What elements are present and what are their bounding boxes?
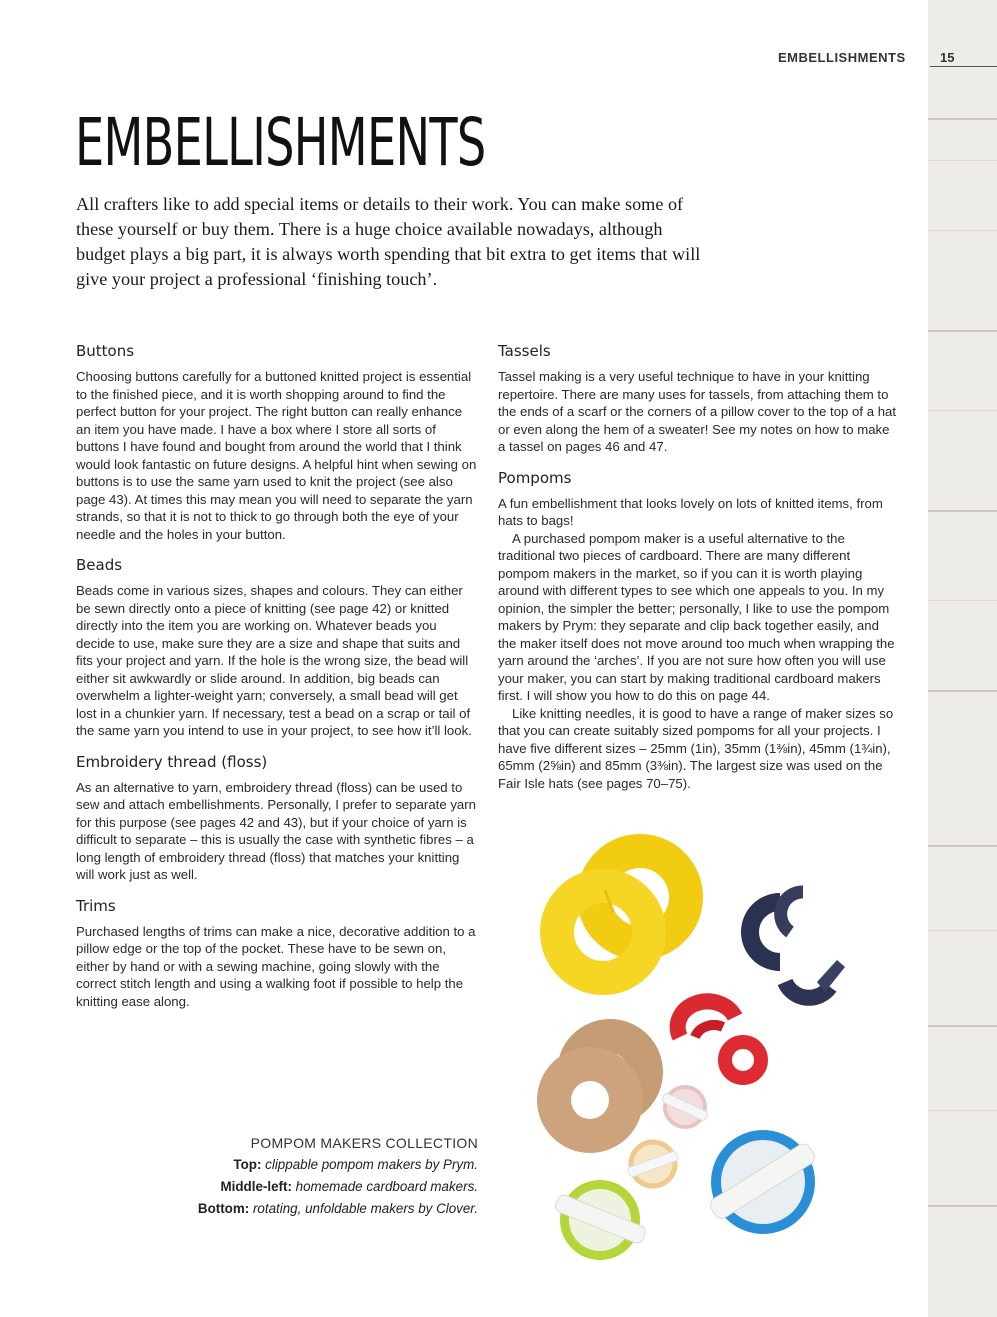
- caption-text: clippable pompom makers by Prym.: [265, 1157, 478, 1172]
- section-trims: [76, 895, 478, 1011]
- caption-label: Middle-left:: [220, 1179, 292, 1194]
- page-title: EMBELLISHMENTS: [75, 104, 486, 181]
- section-heading: Trims: [76, 896, 116, 915]
- wood-board-seam: [928, 510, 997, 512]
- section-heading: Pompoms: [498, 468, 572, 487]
- section-tassels: [498, 340, 900, 456]
- wood-grain: [928, 600, 997, 601]
- wood-grain: [928, 930, 997, 931]
- caption-text: homemade cardboard makers.: [295, 1179, 478, 1194]
- red-pompom-maker: [678, 1001, 761, 1078]
- clover-pompom-maker-blue: [707, 1130, 817, 1234]
- section-beads: [76, 554, 478, 740]
- running-header-title: EMBELLISHMENTS: [778, 50, 906, 65]
- wood-board-seam: [928, 118, 997, 120]
- photo-caption: [150, 1132, 478, 1220]
- wood-board-seam: [928, 1205, 997, 1207]
- section-body: Choosing buttons carefully for a buttoned knitted project is essential to the finished piece, and it is worth shopping around to find the perfect button for your project. The right button can really enhance an item you have made. I have a box where I store all sorts of buttons I have found and bought from around the world that I think would look fantastic on future designs. A helpful hint when sewing on buttons is to use the same yarn used to knit the project (see also page 43). At times this may mean you will need to separate the yarn strands, so that it is not to thick to go through both the eye of your needle and the holes in your button.: [76, 369, 477, 542]
- wood-board-seam: [928, 1025, 997, 1027]
- wood-grain: [928, 160, 997, 161]
- section-heading: Beads: [76, 556, 123, 574]
- section-body: Like knitting needles, it is good to have a range of maker sizes so that you can create suitably sized pompoms for all your projects. I have five different sizes – 25mm (1in), 35mm (1⅜in), 45mm (1¾in), 65mm (2⅝in) and 85mm (3⅜in). The largest size was used on the Fair Isle hats (see pages 70–75).: [498, 705, 894, 791]
- caption-title: POMPOM MAKERS COLLECTION: [250, 1135, 478, 1151]
- section-body: Beads come in various sizes, shapes and colours. They can either be sewn directly onto a piece of knitting (see page 42) or knitted directly into the item you are working on. Whatever beads you decide to use, make sure they are a size and shape that suits and fits your project and yarn. If the hole is the wrong size, the bead will either sit awkwardly or slide around. In addition, big beads can overwhelm a lighter-weight yarn; conversely, a small bead will get lost in a chunkier yarn. If necessary, test a bead on a scrap or tail of the same yarn you intend to use in your project, to see how it’ll look.: [76, 583, 472, 738]
- section-pompoms: [498, 467, 900, 793]
- section-body: A purchased pompom maker is a useful alternative to the traditional two pieces of cardboard. There are many different pompom makers in the market, so if you can it is worth playing around with different types to see which one appeals to you. In my opinion, the simpler the better; personally, I like to use the pompom makers by Prym: they separate and clip back together easily, and the maker itself does not move around too much when wrapping the yarn around the ‘arches’. If you are not sure how often you will use your maker, you can start by making traditional cardboard makers first. I will show you how to do this on page 44.: [498, 530, 895, 703]
- section-heading: Embroidery thread (floss): [76, 752, 268, 771]
- section-heading: Buttons: [76, 342, 135, 360]
- section-embroidery-thread: [76, 751, 478, 884]
- caption-label: Top:: [233, 1157, 262, 1172]
- header-rule: [930, 66, 997, 67]
- clover-pompom-maker-green: [553, 1180, 647, 1260]
- section-body: A fun embellishment that looks lovely on lots of knitted items, from hats to bags!: [498, 495, 883, 528]
- section-body: Purchased lengths of trims can make a nice, decorative addition to a pillow edge or the top of the pocket. These have to be sewn on, either by hand or with a sewing machine, going slowly with the correct stitch length and using a walking foot if possible to help the knitting ease along.: [76, 923, 476, 1009]
- left-column: [76, 340, 478, 1021]
- caption-line-middle: [150, 1176, 478, 1198]
- caption-text: rotating, unfoldable makers by Clover.: [252, 1201, 478, 1216]
- section-body: As an alternative to yarn, embroidery thread (floss) can be used to sew and attach embellishments. Personally, I prefer to separate yarn for this purpose (see pages 42 and 43), but if your choice of yarn is difficult to separate – this is usually the case with synthetic fibres – a long length of embroidery thread (floss) that matches your knitting will work just as well.: [76, 779, 476, 882]
- wood-grain: [928, 230, 997, 231]
- wood-board-seam: [928, 330, 997, 332]
- navy-pompom-maker: [750, 892, 845, 998]
- wood-grain: [928, 1110, 997, 1111]
- caption-line-bottom: [150, 1198, 478, 1220]
- intro-paragraph: All crafters like to add special items or details to their work. You can make some of these yourself or buy them. There is a huge choice available nowadays, although budget plays a big part, it is always worth spending that bit extra to get items that will give your project a professional ‘finishing touch’.: [76, 194, 701, 289]
- section-heading: Tassels: [498, 342, 551, 360]
- wood-texture-strip: [928, 0, 997, 1317]
- caption-line-top: [150, 1154, 478, 1176]
- right-column: [498, 340, 900, 803]
- yellow-pompom-maker: [557, 851, 686, 978]
- wood-board-seam: [928, 845, 997, 847]
- wood-board-seam: [928, 690, 997, 692]
- section-body: Tassel making is a very useful technique to have in your knitting repertoire. There are many uses for tassels, from attaching them to the ends of a scarf or the corners of a pillow cover to the top of a hat or even along the hem of a sweater! See my notes on how to make a tassel on pages 46 and 47.: [498, 369, 897, 454]
- pompom-makers-photo: [535, 832, 915, 1272]
- section-buttons: [76, 340, 478, 543]
- page-number: 15: [940, 50, 955, 65]
- cardboard-maker: [554, 1036, 646, 1136]
- caption-label: Bottom:: [197, 1201, 250, 1216]
- wood-grain: [928, 410, 997, 411]
